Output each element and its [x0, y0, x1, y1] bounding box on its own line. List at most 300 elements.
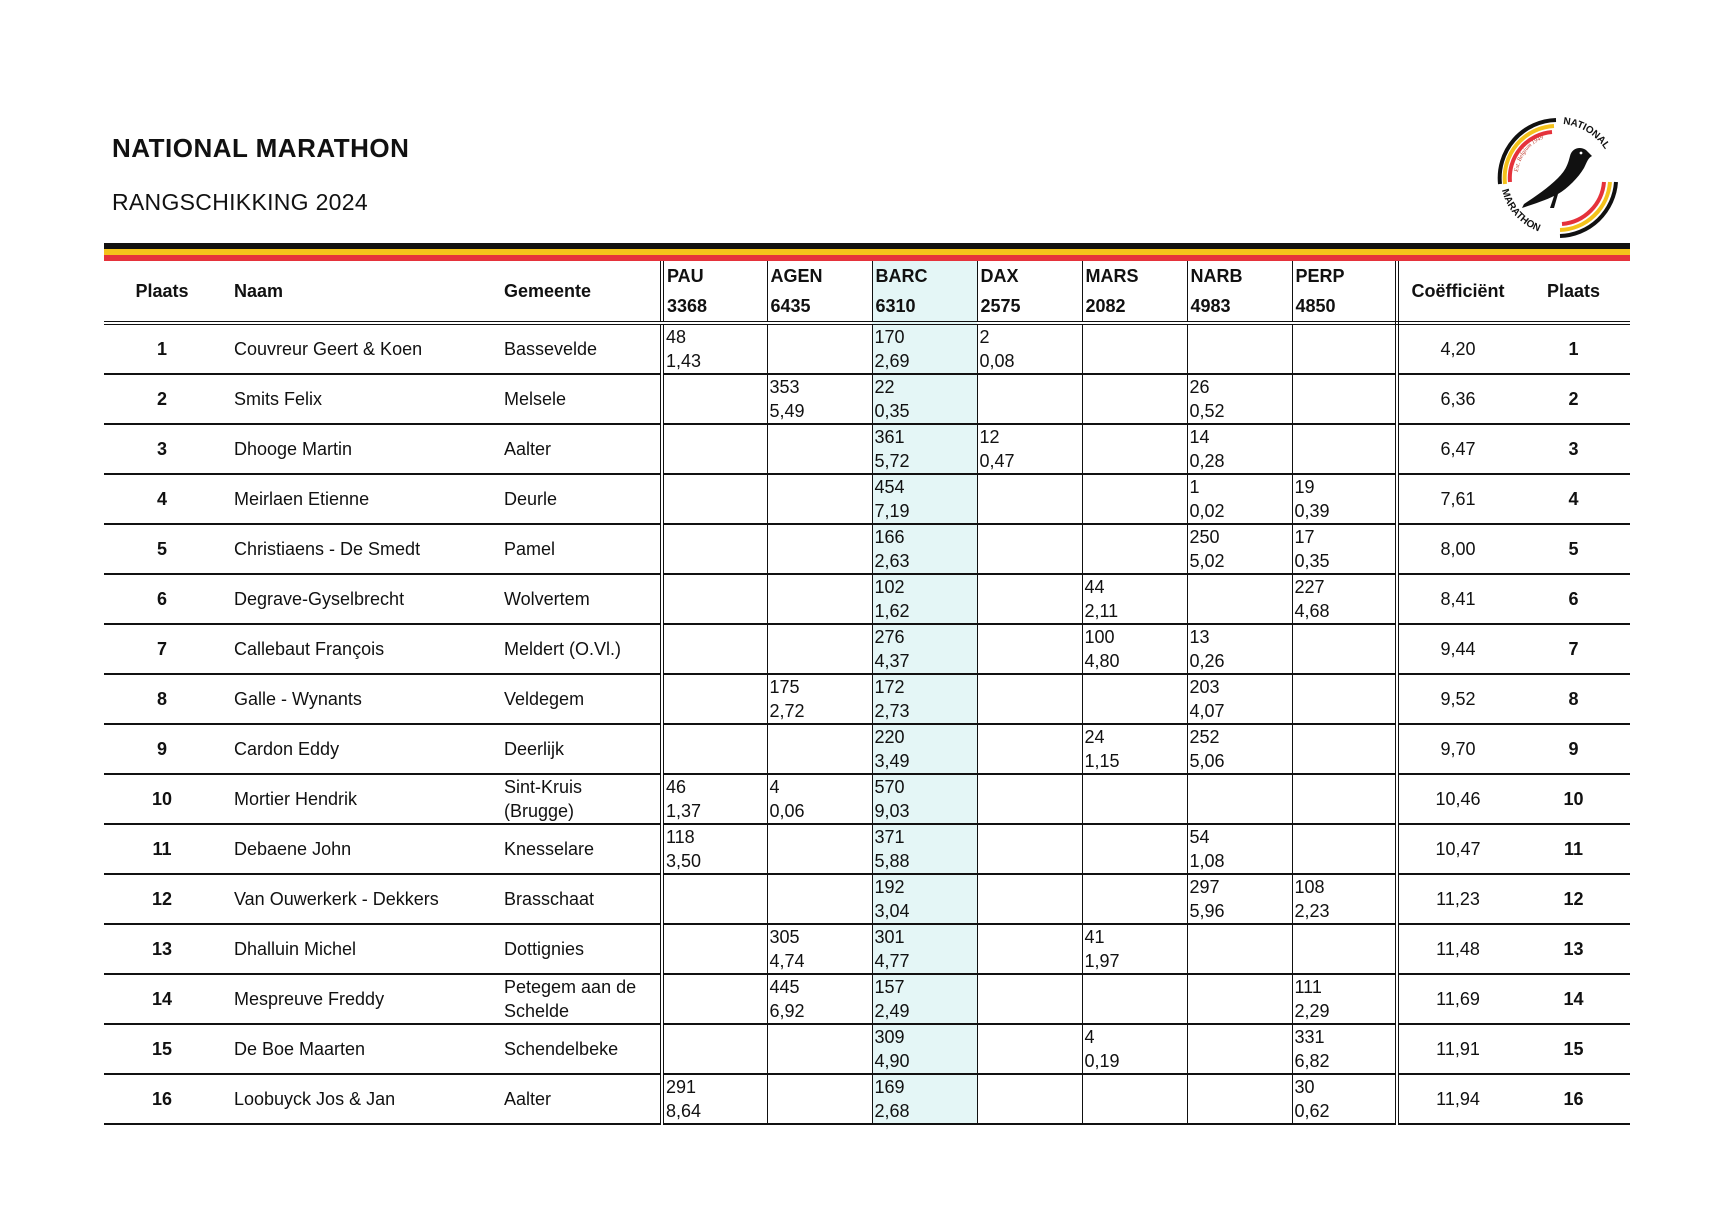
municipality-line: Deurle: [504, 489, 558, 509]
result-coefficient: 5,06: [1189, 751, 1225, 771]
result-coefficient: 2,63: [874, 551, 910, 571]
result-cell-dax: [977, 674, 1082, 724]
result-cell-agen: [767, 323, 872, 374]
result-position: 19: [1294, 477, 1315, 497]
municipality-line: Meldert (O.Vl.): [504, 639, 622, 659]
result-position: 102: [874, 577, 905, 597]
belgian-flag-stripe: [104, 243, 1630, 261]
result-cell-agen: [767, 874, 872, 924]
result-position: 445: [769, 977, 800, 997]
result-position: 175: [769, 677, 800, 697]
result-coefficient: 0,47: [979, 451, 1015, 471]
rank-cell: 11: [104, 824, 220, 874]
result-cell-mars: [1082, 574, 1187, 624]
coefficient-cell: 11,94: [1397, 1074, 1517, 1124]
name-cell: Mespreuve Freddy: [220, 974, 504, 1024]
result-cell-barc: [872, 974, 977, 1024]
municipality-line: Bassevelde: [504, 339, 598, 359]
result-cell-pau: [662, 674, 767, 724]
result-coefficient: 4,68: [1294, 601, 1330, 621]
result-coefficient: 1,97: [1084, 951, 1120, 971]
result-coefficient: 5,88: [874, 851, 910, 871]
result-position: 570: [874, 777, 905, 797]
result-cell-dax: [977, 424, 1082, 474]
page-title: NATIONAL MARATHON: [112, 133, 410, 163]
municipality-cell: [504, 574, 662, 624]
rank-cell-right: 4: [1517, 474, 1630, 524]
coefficient-cell: 6,47: [1397, 424, 1517, 474]
result-cell-pau: [662, 374, 767, 424]
result-cell-barc: [872, 774, 977, 824]
result-cell-pau: [662, 924, 767, 974]
result-cell-pau: [662, 524, 767, 574]
coefficient-cell: 10,46: [1397, 774, 1517, 824]
result-position: 331: [1294, 1027, 1325, 1047]
logo-ring-text-top: NATIONAL: [1562, 115, 1612, 152]
result-position: 166: [874, 527, 905, 547]
result-cell-perp: [1292, 774, 1397, 824]
result-cell-narb: [1187, 524, 1292, 574]
rank-cell: 14: [104, 974, 220, 1024]
municipality-cell: [504, 774, 662, 824]
result-cell-mars: [1082, 1024, 1187, 1074]
rank-cell: 16: [104, 1074, 220, 1124]
rank-cell-right: 16: [1517, 1074, 1630, 1124]
result-cell-dax: [977, 624, 1082, 674]
table-header-row: [104, 261, 1630, 323]
result-position: 172: [874, 677, 905, 697]
result-position: 227: [1294, 577, 1325, 597]
name-cell: Mortier Hendrik: [220, 774, 504, 824]
result-position: 309: [874, 1027, 905, 1047]
result-coefficient: 2,68: [874, 1101, 910, 1121]
result-cell-agen: [767, 774, 872, 824]
municipality-line: Dottignies: [504, 939, 585, 959]
result-cell-dax: [977, 724, 1082, 774]
result-cell-dax: [977, 374, 1082, 424]
result-cell-agen: [767, 674, 872, 724]
rank-cell-right: 11: [1517, 824, 1630, 874]
results-table: [104, 261, 1630, 1125]
municipality-line: Aalter: [504, 439, 552, 459]
result-cell-narb: [1187, 974, 1292, 1024]
rank-cell-right: 10: [1517, 774, 1630, 824]
table-row: [104, 1024, 1630, 1074]
municipality-cell: [504, 524, 662, 574]
rank-cell: 3: [104, 424, 220, 474]
result-cell-mars: [1082, 374, 1187, 424]
rank-cell: 13: [104, 924, 220, 974]
header-race-mars: MARS 2082: [1082, 261, 1187, 323]
result-coefficient: 2,72: [769, 701, 805, 721]
result-cell-mars: [1082, 674, 1187, 724]
result-coefficient: 0,06: [769, 801, 805, 821]
municipality-cell: [504, 674, 662, 724]
result-coefficient: 2,69: [874, 351, 910, 371]
result-cell-mars: [1082, 323, 1187, 374]
result-position: 41: [1084, 927, 1105, 947]
result-coefficient: 6,92: [769, 1001, 805, 1021]
result-cell-perp: [1292, 1074, 1397, 1124]
coefficient-cell: 9,44: [1397, 624, 1517, 674]
result-cell-narb: [1187, 774, 1292, 824]
result-position: 100: [1084, 627, 1115, 647]
result-cell-dax: [977, 874, 1082, 924]
result-cell-narb: [1187, 674, 1292, 724]
name-cell: Dhooge Martin: [220, 424, 504, 474]
rank-cell-right: 12: [1517, 874, 1630, 924]
result-coefficient: 5,96: [1189, 901, 1225, 921]
result-coefficient: 0,28: [1189, 451, 1225, 471]
result-cell-narb: [1187, 724, 1292, 774]
header-coefficient: Coëfficiënt: [1397, 261, 1517, 323]
municipality-cell: [504, 474, 662, 524]
result-coefficient: 5,72: [874, 451, 910, 471]
header-race-dax: DAX 2575: [977, 261, 1082, 323]
result-position: 108: [1294, 877, 1325, 897]
result-cell-mars: [1082, 624, 1187, 674]
result-cell-dax: [977, 1074, 1082, 1124]
result-cell-dax: [977, 824, 1082, 874]
result-coefficient: 4,80: [1084, 651, 1120, 671]
result-cell-pau: [662, 874, 767, 924]
result-coefficient: 0,19: [1084, 1051, 1120, 1071]
result-cell-perp: [1292, 674, 1397, 724]
municipality-cell: [504, 874, 662, 924]
header-race-pau: PAU 3368: [662, 261, 767, 323]
result-position: 13: [1189, 627, 1210, 647]
name-cell: Meirlaen Etienne: [220, 474, 504, 524]
result-position: 118: [666, 827, 695, 847]
result-cell-agen: [767, 624, 872, 674]
rank-cell-right: 14: [1517, 974, 1630, 1024]
municipality-line: Schendelbeke: [504, 1039, 619, 1059]
result-position: 17: [1294, 527, 1315, 547]
result-cell-narb: [1187, 924, 1292, 974]
result-cell-dax: [977, 524, 1082, 574]
rank-cell: 9: [104, 724, 220, 774]
result-cell-pau: [662, 323, 767, 374]
result-coefficient: 8,64: [666, 1101, 702, 1121]
result-cell-perp: [1292, 824, 1397, 874]
municipality-line: Aalter: [504, 1089, 552, 1109]
result-cell-pau: [662, 974, 767, 1024]
header-race-perp: PERP 4850: [1292, 261, 1397, 323]
result-coefficient: 1,43: [666, 351, 702, 371]
result-cell-mars: [1082, 924, 1187, 974]
result-position: 371: [874, 827, 905, 847]
rank-cell-right: 8: [1517, 674, 1630, 724]
municipality-cell: [504, 824, 662, 874]
result-cell-agen: [767, 824, 872, 874]
municipality-line: (Brugge): [504, 801, 575, 821]
result-cell-mars: [1082, 474, 1187, 524]
result-position: 4: [1084, 1027, 1095, 1047]
coefficient-cell: 11,48: [1397, 924, 1517, 974]
result-coefficient: 5,49: [769, 401, 805, 421]
municipality-line: Sint-Kruis: [504, 777, 583, 797]
result-position: 4: [769, 777, 780, 797]
rank-cell-right: 2: [1517, 374, 1630, 424]
rank-cell-right: 5: [1517, 524, 1630, 574]
table-row: [104, 574, 1630, 624]
result-position: 26: [1189, 377, 1210, 397]
result-cell-pau: [662, 724, 767, 774]
header-gemeente: Gemeente: [504, 261, 662, 323]
table-row: [104, 524, 1630, 574]
coefficient-cell: 6,36: [1397, 374, 1517, 424]
result-cell-narb: [1187, 323, 1292, 374]
result-coefficient: 0,52: [1189, 401, 1225, 421]
table-row: [104, 424, 1630, 474]
result-cell-dax: [977, 924, 1082, 974]
municipality-line: Petegem aan de: [504, 977, 637, 997]
result-cell-dax: [977, 323, 1082, 374]
result-cell-agen: [767, 474, 872, 524]
rank-cell-right: 6: [1517, 574, 1630, 624]
result-cell-agen: [767, 924, 872, 974]
result-cell-narb: [1187, 374, 1292, 424]
result-position: 14: [1189, 427, 1210, 447]
rank-cell: 4: [104, 474, 220, 524]
result-coefficient: 0,35: [874, 401, 910, 421]
result-position: 170: [874, 327, 905, 347]
result-cell-barc: [872, 624, 977, 674]
result-position: 157: [874, 977, 905, 997]
result-cell-pau: [662, 1024, 767, 1074]
municipality-line: Wolvertem: [504, 589, 590, 609]
result-cell-agen: [767, 974, 872, 1024]
coefficient-cell: 9,70: [1397, 724, 1517, 774]
result-coefficient: 3,49: [874, 751, 910, 771]
result-cell-perp: [1292, 574, 1397, 624]
result-position: 2: [979, 327, 990, 347]
coefficient-cell: 8,00: [1397, 524, 1517, 574]
result-position: 54: [1189, 827, 1210, 847]
result-cell-narb: [1187, 624, 1292, 674]
table-row: [104, 974, 1630, 1024]
result-position: 169: [874, 1077, 905, 1097]
municipality-cell: [504, 323, 662, 374]
result-cell-narb: [1187, 824, 1292, 874]
result-cell-barc: [872, 874, 977, 924]
result-cell-pau: [662, 574, 767, 624]
svg-text:MARATHON: [1499, 188, 1542, 235]
result-cell-perp: [1292, 1024, 1397, 1074]
table-row: [104, 1074, 1630, 1124]
result-coefficient: 1,37: [666, 801, 702, 821]
national-marathon-logo: [1488, 112, 1628, 242]
result-cell-perp: [1292, 874, 1397, 924]
rank-cell-right: 13: [1517, 924, 1630, 974]
result-cell-barc: [872, 374, 977, 424]
result-cell-perp: [1292, 624, 1397, 674]
table-row: [104, 624, 1630, 674]
result-cell-mars: [1082, 724, 1187, 774]
name-cell: Callebaut François: [220, 624, 504, 674]
result-cell-perp: [1292, 974, 1397, 1024]
result-position: 301: [874, 927, 905, 947]
result-cell-pau: [662, 474, 767, 524]
result-coefficient: 2,73: [874, 701, 910, 721]
municipality-line: Knesselare: [504, 839, 595, 859]
rank-cell: 5: [104, 524, 220, 574]
result-position: 291: [666, 1077, 697, 1097]
result-coefficient: 1,08: [1189, 851, 1225, 871]
municipality-cell: [504, 974, 662, 1024]
result-coefficient: 4,07: [1189, 701, 1225, 721]
name-cell: Smits Felix: [220, 374, 504, 424]
result-cell-perp: [1292, 924, 1397, 974]
result-cell-perp: [1292, 474, 1397, 524]
result-cell-mars: [1082, 1074, 1187, 1124]
result-cell-perp: [1292, 524, 1397, 574]
result-cell-perp: [1292, 323, 1397, 374]
result-coefficient: 1,62: [874, 601, 910, 621]
result-coefficient: 3,50: [666, 851, 702, 871]
name-cell: Debaene John: [220, 824, 504, 874]
municipality-cell: [504, 1074, 662, 1124]
result-cell-narb: [1187, 424, 1292, 474]
result-coefficient: 6,82: [1294, 1051, 1330, 1071]
svg-text:NATIONAL: [1563, 116, 1612, 151]
result-position: 30: [1294, 1077, 1315, 1097]
rank-cell: 8: [104, 674, 220, 724]
result-coefficient: 2,49: [874, 1001, 910, 1021]
result-cell-agen: [767, 374, 872, 424]
coefficient-cell: 4,20: [1397, 323, 1517, 374]
rank-cell: 15: [104, 1024, 220, 1074]
result-cell-agen: [767, 1024, 872, 1074]
result-position: 305: [769, 927, 800, 947]
result-cell-mars: [1082, 824, 1187, 874]
result-coefficient: 1,15: [1084, 751, 1120, 771]
header-plaats-right: Plaats: [1517, 261, 1630, 323]
table-row: [104, 323, 1630, 374]
result-cell-agen: [767, 1074, 872, 1124]
header-race-narb: NARB 4983: [1187, 261, 1292, 323]
result-cell-perp: [1292, 724, 1397, 774]
result-cell-pau: [662, 1074, 767, 1124]
result-coefficient: 2,11: [1084, 601, 1119, 621]
result-cell-perp: [1292, 374, 1397, 424]
rank-cell: 2: [104, 374, 220, 424]
result-cell-barc: [872, 474, 977, 524]
result-cell-pau: [662, 824, 767, 874]
municipality-line: Schelde: [504, 1001, 570, 1021]
result-coefficient: 4,37: [874, 651, 910, 671]
rank-cell: 12: [104, 874, 220, 924]
name-cell: De Boe Maarten: [220, 1024, 504, 1074]
name-cell: Galle - Wynants: [220, 674, 504, 724]
result-cell-narb: [1187, 1024, 1292, 1074]
result-position: 22: [874, 377, 895, 397]
name-cell: Cardon Eddy: [220, 724, 504, 774]
result-cell-mars: [1082, 974, 1187, 1024]
pigeon-icon: [1522, 148, 1592, 208]
coefficient-cell: 11,69: [1397, 974, 1517, 1024]
result-coefficient: 0,35: [1294, 551, 1330, 571]
result-cell-pau: [662, 774, 767, 824]
result-coefficient: 9,03: [874, 801, 910, 821]
result-position: 250: [1189, 527, 1220, 547]
table-row: [104, 874, 1630, 924]
result-coefficient: 3,04: [874, 901, 910, 921]
rank-cell-right: 7: [1517, 624, 1630, 674]
result-position: 297: [1189, 877, 1220, 897]
result-coefficient: 4,77: [874, 951, 910, 971]
table-row: [104, 374, 1630, 424]
table-row: [104, 724, 1630, 774]
result-position: 203: [1189, 677, 1220, 697]
result-cell-narb: [1187, 1074, 1292, 1124]
rank-cell-right: 15: [1517, 1024, 1630, 1074]
rank-cell: 6: [104, 574, 220, 624]
result-cell-mars: [1082, 774, 1187, 824]
header-race-barc: BARC 6310: [872, 261, 977, 323]
table-row: [104, 924, 1630, 974]
result-cell-narb: [1187, 574, 1292, 624]
result-position: 220: [874, 727, 905, 747]
coefficient-cell: 9,52: [1397, 674, 1517, 724]
result-cell-barc: [872, 524, 977, 574]
result-cell-pau: [662, 624, 767, 674]
table-row: [104, 774, 1630, 824]
result-cell-agen: [767, 574, 872, 624]
logo-ring-text-bottom: MARATHON: [1498, 187, 1542, 235]
name-cell: Christiaens - De Smedt: [220, 524, 504, 574]
name-cell: Degrave-Gyselbrecht: [220, 574, 504, 624]
name-cell: Couvreur Geert & Koen: [220, 323, 504, 374]
result-cell-dax: [977, 574, 1082, 624]
coefficient-cell: 8,41: [1397, 574, 1517, 624]
result-coefficient: 0,08: [979, 351, 1015, 371]
header-plaats: Plaats: [104, 261, 220, 323]
result-cell-barc: [872, 1024, 977, 1074]
result-cell-barc: [872, 674, 977, 724]
rank-cell-right: 9: [1517, 724, 1630, 774]
result-cell-dax: [977, 774, 1082, 824]
municipality-cell: [504, 924, 662, 974]
municipality-line: Pamel: [504, 539, 556, 559]
result-coefficient: 0,62: [1294, 1101, 1330, 1121]
result-coefficient: 0,02: [1189, 501, 1225, 521]
result-cell-pau: [662, 424, 767, 474]
result-position: 48: [666, 327, 687, 347]
result-position: 111: [1294, 977, 1322, 997]
result-cell-barc: [872, 574, 977, 624]
result-position: 24: [1084, 727, 1105, 747]
municipality-cell: [504, 724, 662, 774]
name-cell: Dhalluin Michel: [220, 924, 504, 974]
municipality-cell: [504, 1024, 662, 1074]
name-cell: Van Ouwerkerk - Dekkers: [220, 874, 504, 924]
result-position: 1: [1189, 477, 1200, 497]
header-race-agen: AGEN 6435: [767, 261, 872, 323]
result-coefficient: 2,23: [1294, 901, 1330, 921]
rank-cell-right: 3: [1517, 424, 1630, 474]
municipality-cell: [504, 424, 662, 474]
result-cell-barc: [872, 424, 977, 474]
result-coefficient: 4,90: [874, 1051, 910, 1071]
table-row: [104, 824, 1630, 874]
result-cell-narb: [1187, 874, 1292, 924]
result-cell-barc: [872, 1074, 977, 1124]
municipality-line: Brasschaat: [504, 889, 595, 909]
result-position: 361: [874, 427, 905, 447]
result-cell-dax: [977, 974, 1082, 1024]
result-coefficient: 5,02: [1189, 551, 1225, 571]
